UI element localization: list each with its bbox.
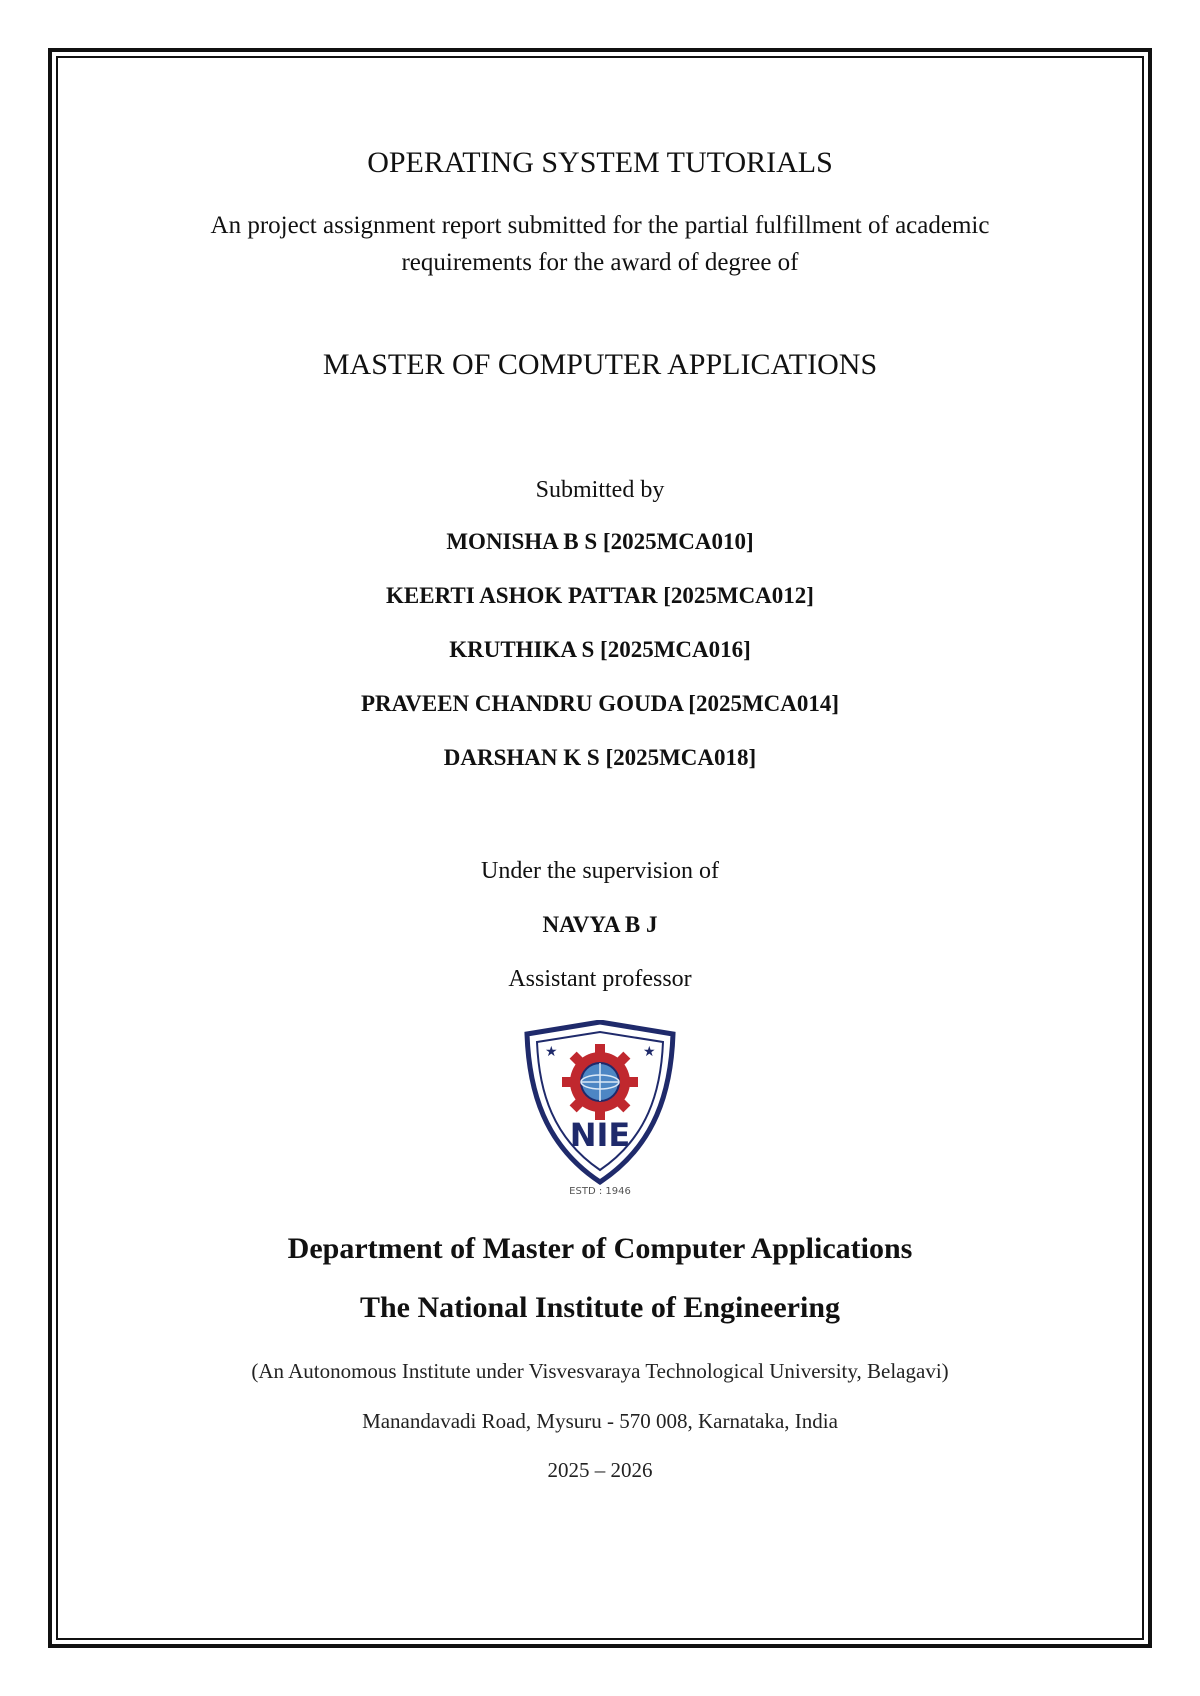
institute-name: The National Institute of Engineering: [359, 1291, 841, 1324]
submitted-by-label: Submitted by: [535, 477, 665, 503]
supervisor-designation: Assistant professor: [508, 966, 692, 992]
member-name: KRUTHIKA S [2025MCA016]: [449, 637, 751, 662]
member-name: KEERTI ASHOK PATTAR [2025MCA012]: [386, 583, 814, 608]
subtitle-line-1: An project assignment report submitted for the partial fulfillment of academic: [210, 212, 990, 239]
logo-estd: ESTD : 1946: [569, 1186, 631, 1197]
gear-icon: [562, 1044, 638, 1120]
subtitle-line-2: requirements for the award of degree of: [401, 249, 799, 276]
page-border-inner: [56, 56, 1144, 1640]
supervisor-name: NAVYA B J: [542, 912, 658, 937]
member-name: MONISHA B S [2025MCA010]: [446, 529, 754, 554]
report-subtitle: [60, 207, 1140, 281]
star-icon: ★: [545, 1044, 558, 1060]
nie-logo: [521, 1020, 679, 1198]
member-name: DARSHAN K S [2025MCA018]: [443, 745, 757, 770]
academic-year: 2025 – 2026: [547, 1458, 653, 1482]
supervision-label: Under the supervision of: [481, 858, 719, 884]
report-title: OPERATING SYSTEM TUTORIALS: [367, 146, 833, 179]
institute-address: Manandavadi Road, Mysuru - 570 008, Karnataka, India: [362, 1409, 838, 1433]
degree-name: MASTER OF COMPUTER APPLICATIONS: [322, 348, 878, 381]
logo-text: NIE: [569, 1116, 631, 1154]
institute-affiliation: (An Autonomous Institute under Visvesvaraya Technological University, Belagavi): [251, 1359, 949, 1383]
member-name: PRAVEEN CHANDRU GOUDA [2025MCA014]: [360, 691, 840, 716]
star-icon: ★: [643, 1044, 656, 1060]
department-name: Department of Master of Computer Applications: [287, 1232, 913, 1265]
